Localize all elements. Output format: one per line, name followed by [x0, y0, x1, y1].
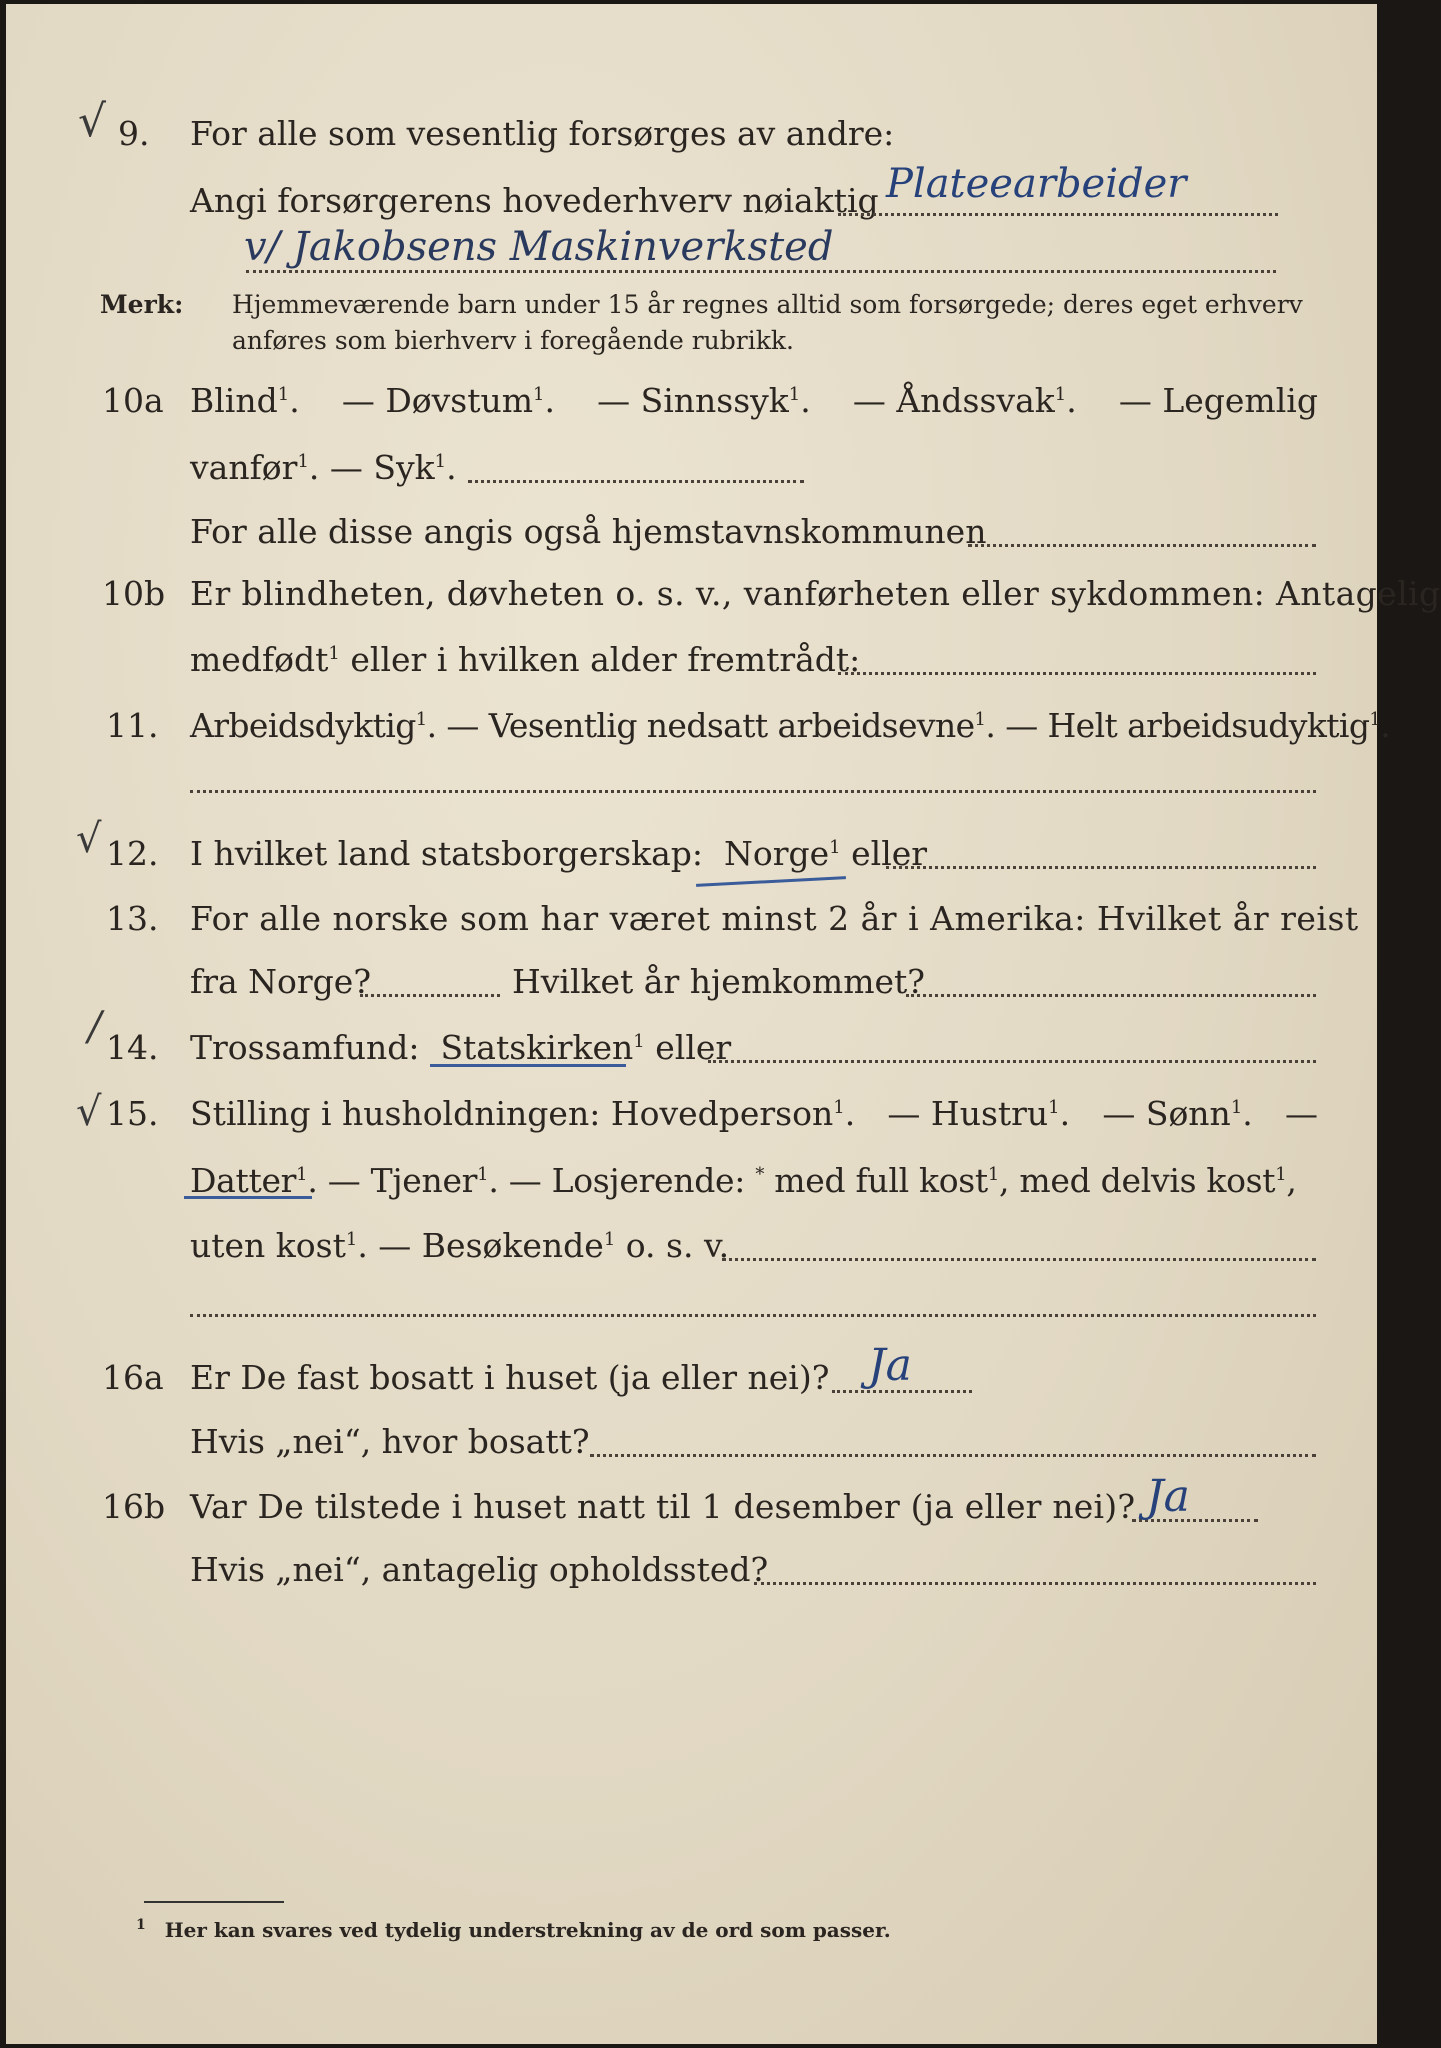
q15-datter-underline [184, 1196, 312, 1199]
q9-handwritten-answer-1: Plateearbeider [886, 161, 1187, 207]
q9-number: 9. [118, 114, 150, 153]
q10a-hjemstavn-line [968, 544, 1316, 547]
q13-hjemkommet: Hvilket år hjemkommet? [512, 962, 925, 1001]
q13-hjemkommet-line [906, 994, 1316, 997]
q10a-hjemstavn: For alle disse angis også hjemstavnskommunen [190, 512, 987, 551]
q12-norge: Norge$^1$ [724, 834, 841, 873]
q15-number: 15. [106, 1094, 159, 1133]
q15-dash: — [1285, 1094, 1318, 1133]
q9-text: For alle som vesentlig forsørges av andre: [190, 114, 895, 153]
q10a-syk-line [468, 480, 804, 483]
q16a-handwritten-answer: Ja [868, 1340, 912, 1391]
q15-answer-line [722, 1258, 1316, 1261]
q9-text-2: Angi forsørgerens hovederhverv nøiaktig [190, 181, 879, 220]
tick-mark-12: √ [76, 816, 102, 862]
q14-statskirken: Statskirken$^1$ [440, 1028, 645, 1067]
q15-options [190, 1094, 1318, 1133]
q15-sonn: — Sønn$^1$. [1102, 1094, 1253, 1133]
q14-text: Trossamfund: Statskirken$^1$ eller [190, 1028, 732, 1067]
footnote [136, 1917, 891, 1942]
tick-mark-14: / [88, 1004, 102, 1050]
q15-line-3: uten kost$^1$. — Besøkende$^1$ o. s. v. [190, 1226, 730, 1265]
q15-datter: Datter$^1$. [190, 1161, 318, 1200]
q13-text: For alle norske som har været minst 2 år i Amerika: Hvilket år reist [190, 899, 1359, 938]
footnote-text: Her kan svares ved tydelig understrekning av de ord som passer. [164, 1917, 891, 1942]
q9-answer-line [838, 213, 1278, 216]
q16b-number: 16b [102, 1487, 166, 1526]
q11-answer-line [190, 790, 1316, 793]
q10a-vanfor: vanfør$^1$. — Syk$^1$. [190, 448, 457, 487]
merk-text: Hjemmeværende barn under 15 år regnes alltid som forsørgede; deres eget erhverv [232, 290, 1303, 319]
merk-text-2: anføres som bierhverv i foregående rubrikk. [232, 326, 794, 355]
q16a-bosatt-line [590, 1454, 1316, 1457]
q16b-text-2: Hvis „nei“, antagelig opholdssted? [190, 1550, 769, 1589]
q13-number: 13. [106, 899, 159, 938]
q14-statskirken-underline [430, 1064, 626, 1067]
footnote-rule [144, 1901, 284, 1903]
q10b-text: Er blindheten, døvheten o. s. v., vanførheten eller sykdommen: Antagelig [190, 574, 1441, 613]
merk-label: Merk: [100, 290, 184, 319]
q15-line-2: Datter$^1$. — Tjener$^1$. — Losjerende: * med full kost$^1$, med delvis kost$^1$, [190, 1161, 1297, 1200]
q13-reist: fra Norge? [190, 962, 372, 1001]
q12-norge-underline [696, 876, 846, 887]
q16a-text: Er De fast bosatt i huset (ja eller nei)? [190, 1358, 830, 1397]
q15-hovedperson: Stilling i husholdningen: Hovedperson$^1$. [190, 1094, 856, 1133]
footnote-mark: 1 [136, 1917, 146, 1933]
q15-answer-line-2 [190, 1314, 1316, 1317]
q14-answer-line [708, 1060, 1316, 1063]
q16b-handwritten-answer: Ja [1146, 1471, 1190, 1522]
tick-mark-9: √ [78, 96, 107, 147]
q9-answer-line-2 [246, 270, 1276, 273]
q16a-number: 16a [102, 1358, 164, 1397]
q14-number: 14. [106, 1028, 159, 1067]
q9-handwritten-answer-2: v/ Jakobsens Maskinverksted [244, 224, 834, 270]
tick-mark-15: √ [76, 1089, 102, 1135]
q10a-dovstum: — Døvstum$^1$. [341, 381, 555, 420]
q13-reist-line [360, 994, 500, 997]
q10a-options [190, 381, 1318, 420]
q10b-text-2: medfødt$^1$ eller i hvilken alder fremtrådt: [190, 640, 861, 679]
q11-text: Arbeidsdyktig$^1$. — Vesentlig nedsatt arbeidsevne$^1$. — Helt arbeidsudyktig$^1$. [190, 706, 1391, 745]
q16b-text: Var De tilstede i huset natt til 1 desember (ja eller nei)? [190, 1487, 1136, 1526]
q10b-number: 10b [102, 574, 166, 613]
q12-text: I hvilket land statsborgerskap: Norge$^1$ eller [190, 834, 928, 873]
q15-hustru: — Hustru$^1$. [887, 1094, 1071, 1133]
q10a-blind: Blind$^1$. [190, 381, 300, 420]
census-form-page [6, 4, 1441, 2044]
q10a-number: 10a [102, 381, 164, 420]
q12-answer-line [886, 866, 1316, 869]
q16b-opholdssted-line [754, 1582, 1316, 1585]
q10b-answer-line [838, 672, 1316, 675]
q16a-text-2: Hvis „nei“, hvor bosatt? [190, 1422, 590, 1461]
q10a-andssvak: — Åndssvak$^1$. [852, 381, 1077, 420]
q10a-sinnssyk: — Sinnssyk$^1$. [597, 381, 811, 420]
q10a-legemlig: — Legemlig [1118, 381, 1318, 420]
q12-number: 12. [106, 834, 159, 873]
q11-number: 11. [106, 706, 159, 745]
